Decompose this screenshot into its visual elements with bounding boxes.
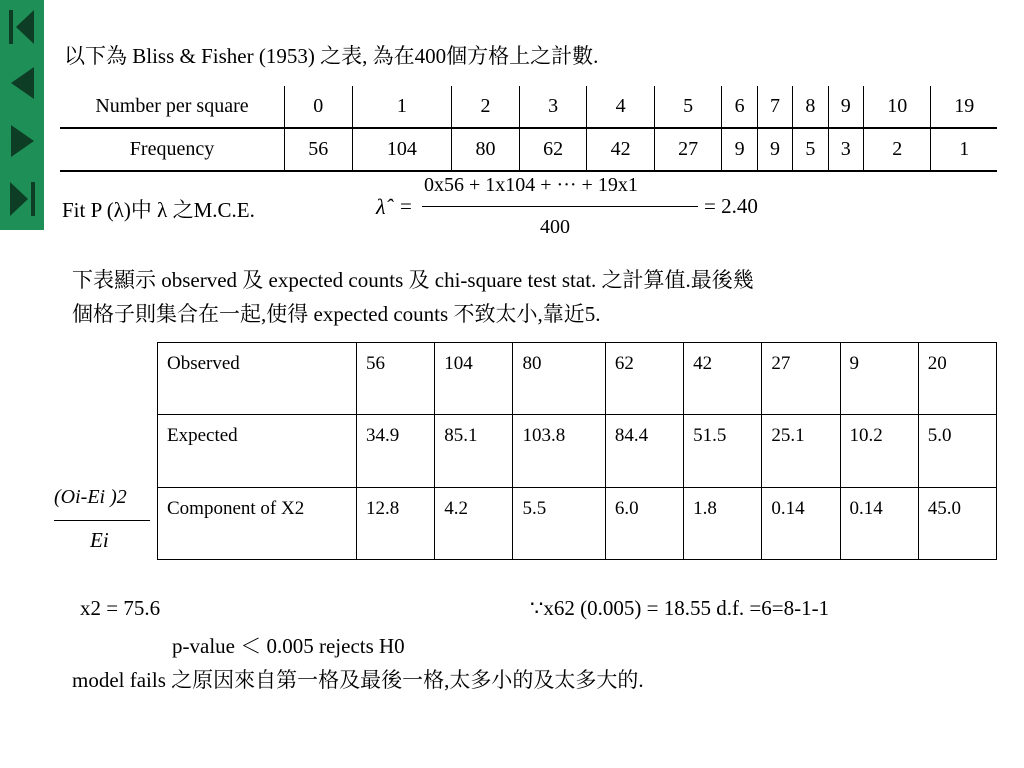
row-label: Observed: [158, 343, 357, 415]
next-slide-button[interactable]: [4, 116, 40, 166]
table-cell: 5.5: [513, 488, 605, 560]
frequency-cell: 104: [352, 128, 452, 171]
table-row: [158, 415, 997, 488]
table-cell: 45.0: [918, 488, 996, 560]
table-cell: 4.2: [435, 488, 513, 560]
last-slide-button[interactable]: [4, 174, 40, 224]
slide-nav-bar: [0, 0, 44, 230]
count-cell: 1: [352, 86, 452, 128]
table-cell: 103.8: [513, 415, 605, 488]
table-cell: 10.2: [840, 415, 918, 488]
header-label: Number per square: [60, 86, 285, 128]
row-label: Expected: [158, 415, 357, 488]
table-cell: 20: [918, 343, 996, 415]
component-formula-numerator: (Oi-Ei )2: [54, 486, 127, 508]
table-cell: 6.0: [605, 488, 683, 560]
count-cell: 3: [519, 86, 587, 128]
table-cell: 62: [605, 343, 683, 415]
count-cell: 8: [793, 86, 828, 128]
frequency-table: [60, 86, 997, 172]
table-cell: 85.1: [435, 415, 513, 488]
frequency-cell: 80: [452, 128, 520, 171]
table-cell: 5.0: [918, 415, 996, 488]
first-slide-icon: [6, 7, 38, 47]
equals-sign: =: [400, 194, 412, 218]
frequency-cell: 9: [722, 128, 757, 171]
fit-numerator: 0x56 + 1x104 + ··· + 19x1: [424, 174, 638, 196]
frequency-cell: 42: [587, 128, 655, 171]
frequency-label: Frequency: [60, 128, 285, 171]
count-cell: 10: [863, 86, 931, 128]
count-cell: 5: [654, 86, 722, 128]
chi-square-table: [157, 342, 997, 560]
table-row: [158, 488, 997, 560]
frequency-cell: 5: [793, 128, 828, 171]
frequency-cell: 27: [654, 128, 722, 171]
count-cell: 4: [587, 86, 655, 128]
table-cell: 27: [762, 343, 840, 415]
table-cell: 1.8: [684, 488, 762, 560]
table-cell: 104: [435, 343, 513, 415]
frequency-cell: 56: [285, 128, 353, 171]
previous-slide-button[interactable]: [4, 58, 40, 108]
fit-result: = 2.40: [704, 194, 758, 218]
frequency-cell: 1: [931, 128, 997, 171]
count-cell: 0: [285, 86, 353, 128]
table-cell: 0.14: [840, 488, 918, 560]
component-label: Component of X2: [167, 498, 305, 519]
table-cell: 0.14: [762, 488, 840, 560]
first-slide-button[interactable]: [4, 2, 40, 52]
frequency-cell: 62: [519, 128, 587, 171]
table-row: [60, 86, 997, 128]
table-cell: 12.8: [357, 488, 435, 560]
frequency-cell: 2: [863, 128, 931, 171]
fit-denominator: 400: [540, 216, 570, 238]
fraction-bar: [422, 206, 698, 207]
critical-value-statement: ∵x62 (0.005) = 18.55 d.f. =6=8-1-1: [530, 596, 830, 620]
explain-line-1: 下表顯示 observed 及 expected counts 及 chi-square test stat. 之計算值.最後幾: [72, 268, 754, 292]
table-cell: 84.4: [605, 415, 683, 488]
frequency-cell: 9: [757, 128, 792, 171]
table-row: [60, 128, 997, 171]
row-label: [158, 488, 357, 560]
formula-fraction-bar: [54, 520, 150, 521]
table-cell: 51.5: [684, 415, 762, 488]
explain-line-2: 個格子則集合在一起,使得 expected counts 不致太小,靠近5.: [72, 302, 601, 326]
table-cell: 80: [513, 343, 605, 415]
p-value-statement: p-value ＜ 0.005 rejects H0: [172, 634, 405, 658]
table-row: [158, 343, 997, 415]
table-cell: 42: [684, 343, 762, 415]
table-cell: 25.1: [762, 415, 840, 488]
frequency-cell: 3: [828, 128, 863, 171]
intro-text: 以下為 Bliss & Fisher (1953) 之表, 為在400個方格上之計數.: [64, 44, 599, 68]
count-cell: 2: [452, 86, 520, 128]
fit-label: Fit P (λ)中 λ 之M.C.E.: [62, 198, 255, 222]
table-cell: 34.9: [357, 415, 435, 488]
count-cell: 9: [828, 86, 863, 128]
component-formula-denominator: Ei: [90, 528, 109, 552]
previous-slide-icon: [6, 63, 38, 103]
next-slide-icon: [6, 121, 38, 161]
last-slide-icon: [6, 179, 38, 219]
table-cell: 56: [357, 343, 435, 415]
count-cell: 6: [722, 86, 757, 128]
table-cell: 9: [840, 343, 918, 415]
lambda-hat: λ̂: [376, 194, 386, 219]
conclusion-text: model fails 之原因來自第一格及最後一格,太多小的及太多大的.: [72, 668, 644, 692]
count-cell: 7: [757, 86, 792, 128]
count-cell: 19: [931, 86, 997, 128]
chi-square-statistic: x2 = 75.6: [80, 596, 161, 620]
